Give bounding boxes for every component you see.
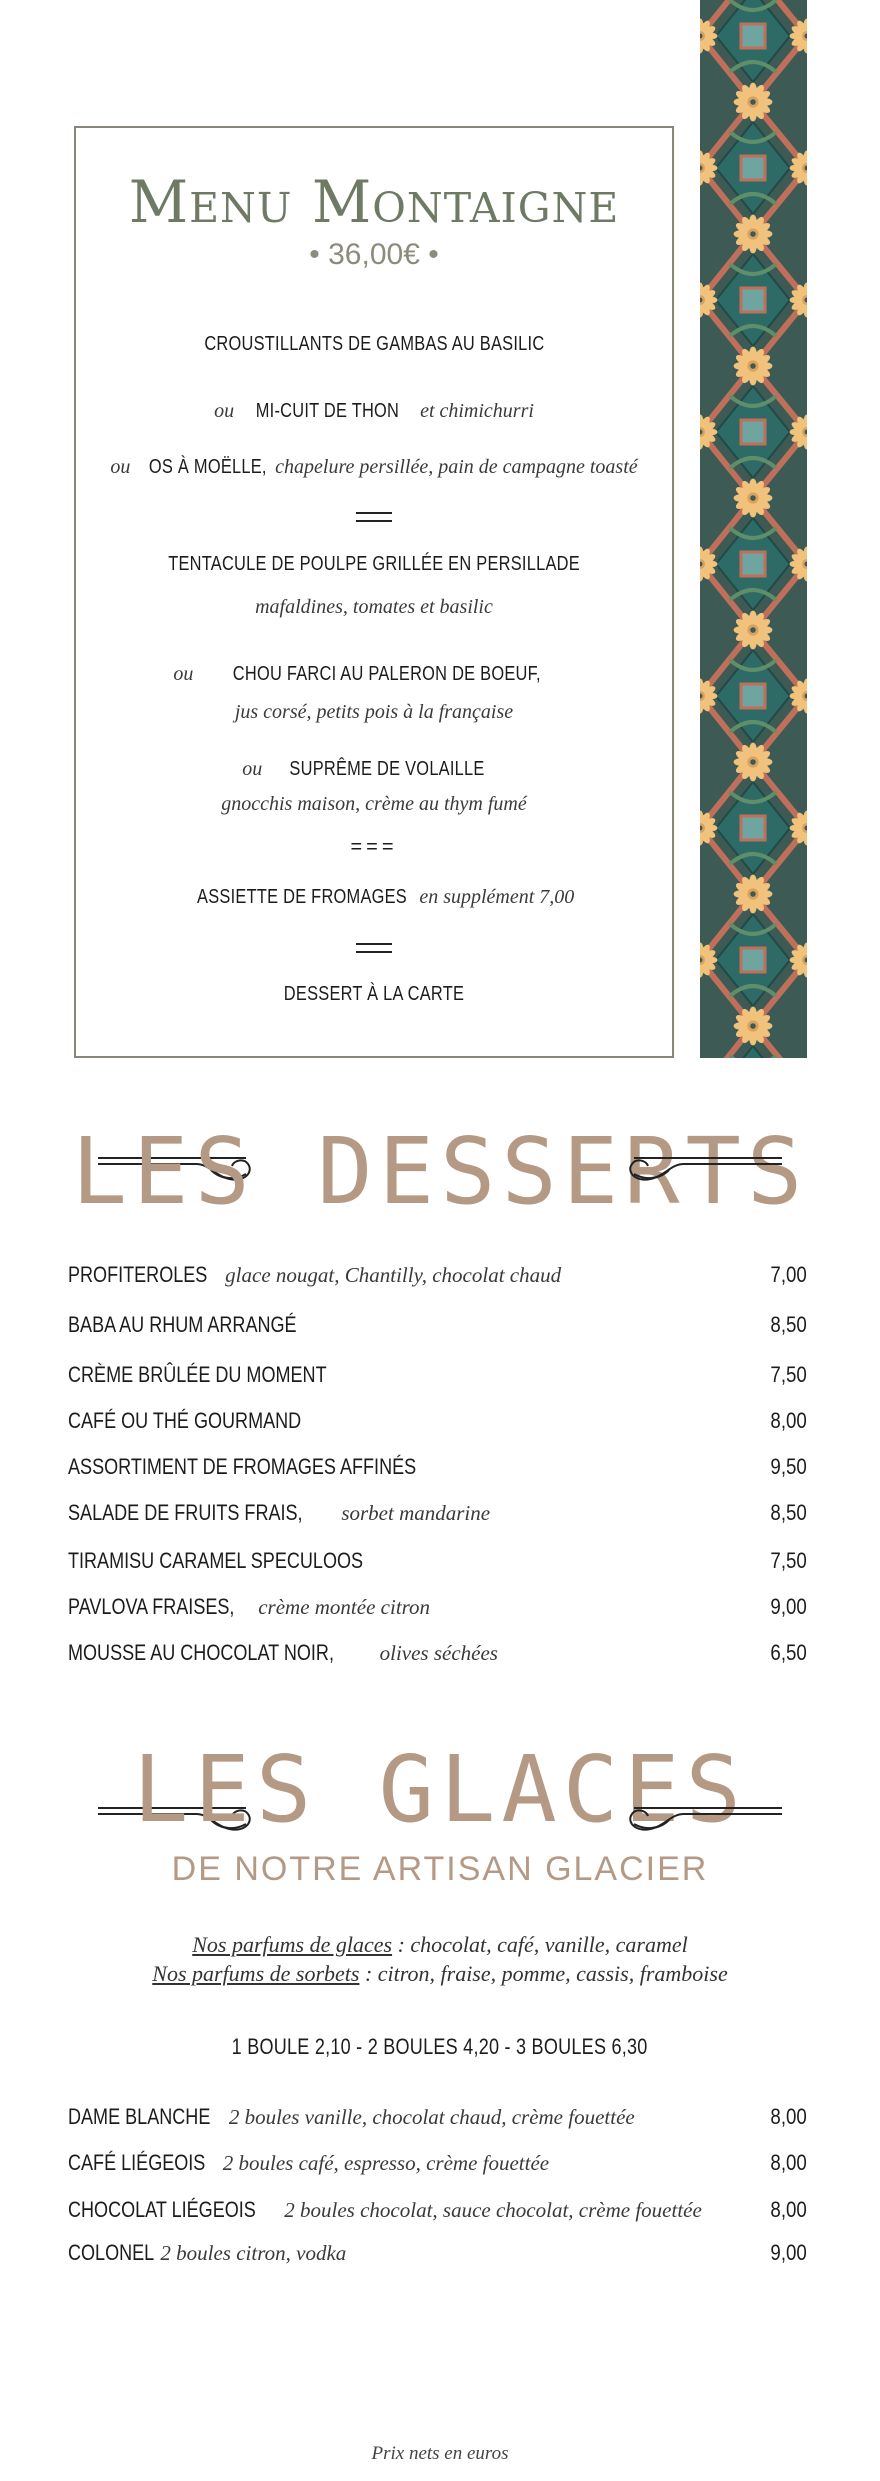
dessert-item-label bbox=[68, 1262, 561, 1288]
main-2-name: CHOU FARCI AU PALERON DE BOEUF, bbox=[232, 663, 541, 685]
dessert-item-name: SALADE DE FRUITS FRAIS, bbox=[68, 1500, 303, 1525]
boules-pricing bbox=[0, 2034, 880, 2060]
main-3-desc-text: gnocchis maison, crème au thym fumé bbox=[221, 793, 527, 815]
dessert-item-price: 7,50 bbox=[770, 1362, 807, 1387]
glace-item-name: COLONEL bbox=[68, 2240, 155, 2265]
menu-montaigne-box bbox=[74, 126, 674, 1058]
dessert-item bbox=[68, 1312, 807, 1344]
glaces-title: LES GLACES bbox=[133, 1736, 747, 1843]
dessert-item bbox=[68, 1262, 807, 1294]
dessert-item bbox=[68, 1454, 807, 1486]
glace-item-label bbox=[68, 2240, 346, 2266]
dessert-item bbox=[68, 1640, 807, 1672]
boules-pricing-text: 1 BOULE 2,10 - 2 BOULES 4,20 - 3 BOULES 6,30 bbox=[232, 2034, 648, 2059]
dessert-item-price: 9,00 bbox=[770, 1594, 807, 1619]
dessert-item-label bbox=[68, 1640, 498, 1666]
dessert-item-name: BABA AU RHUM ARRANGÉ bbox=[68, 1312, 297, 1337]
starter-1-name: CROUSTILLANTS DE GAMBAS AU BASILIC bbox=[203, 333, 545, 355]
dessert-item-name: PAVLOVA FRAISES, bbox=[68, 1594, 235, 1619]
glace-item-desc: 2 boules café, espresso, crème fouettée bbox=[217, 2151, 550, 2175]
starter-3-name: OS À MOËLLE, bbox=[148, 456, 267, 478]
dessert-item-label bbox=[68, 1362, 365, 1388]
separator bbox=[356, 943, 392, 953]
glace-item-label bbox=[68, 2104, 635, 2130]
triple-separator: === bbox=[350, 836, 398, 858]
dessert-line bbox=[76, 983, 672, 1006]
dessert-item-name: TIRAMISU CARAMEL SPECULOOS bbox=[68, 1548, 364, 1573]
sorbets-flavors-list: : citron, fraise, pomme, cassis, framboise bbox=[359, 1961, 728, 1986]
menu-title: Menu Montaigne bbox=[128, 168, 620, 236]
dessert-item bbox=[68, 1594, 807, 1626]
dessert-item-price: 7,50 bbox=[770, 1548, 807, 1573]
sorbets-flavors bbox=[0, 1961, 880, 1987]
ornamental-swirl-right-icon bbox=[624, 1150, 784, 1196]
dessert-item-price: 8,50 bbox=[770, 1500, 807, 1525]
dessert-item-name: CRÈME BRÛLÉE DU MOMENT bbox=[68, 1362, 327, 1387]
floral-pattern-strip bbox=[700, 0, 807, 1058]
glace-item bbox=[68, 2197, 807, 2229]
starter-2-name: MI-CUIT DE THON bbox=[255, 400, 399, 422]
or-label: ou bbox=[242, 758, 263, 780]
glace-item-price: 9,00 bbox=[770, 2240, 807, 2265]
dessert-item-label bbox=[68, 1408, 334, 1434]
glace-item-desc: 2 boules vanille, chocolat chaud, crème fouettée bbox=[223, 2105, 635, 2129]
main-2-desc bbox=[76, 701, 672, 724]
dessert-item bbox=[68, 1362, 807, 1394]
dessert-item-price: 7,00 bbox=[770, 1262, 807, 1287]
glace-item bbox=[68, 2150, 807, 2182]
dessert-item-label bbox=[68, 1500, 490, 1526]
glaces-flavors-label: Nos parfums de glaces bbox=[192, 1932, 393, 1957]
dessert-item-label bbox=[68, 1454, 475, 1480]
glace-item bbox=[68, 2104, 807, 2136]
dessert-item-label bbox=[68, 1594, 430, 1620]
footer-note: Prix nets en euros bbox=[371, 2443, 509, 2464]
main-1-desc-text: mafaldines, tomates et basilic bbox=[255, 596, 493, 618]
glaces-flavors bbox=[0, 1932, 880, 1958]
separator bbox=[356, 512, 392, 522]
glaces-subtitle: DE NOTRE ARTISAN GLACIER bbox=[171, 1850, 709, 1888]
main-3-desc bbox=[76, 793, 672, 816]
dessert-item-label bbox=[68, 1548, 410, 1574]
main-1 bbox=[76, 553, 672, 576]
glace-item-name: CHOCOLAT LIÉGEOIS bbox=[68, 2197, 256, 2222]
dessert-item-desc: glace nougat, Chantilly, chocolat chaud bbox=[219, 1263, 562, 1287]
glace-item-price: 8,00 bbox=[770, 2197, 807, 2222]
glace-item-desc: 2 boules chocolat, sauce chocolat, crème fouettée bbox=[279, 2198, 702, 2222]
dessert-item-name: CAFÉ OU THÉ GOURMAND bbox=[68, 1408, 302, 1433]
dessert-item-label bbox=[68, 1312, 329, 1338]
desserts-title: LES DESSERTS bbox=[71, 1118, 809, 1225]
dessert-item bbox=[68, 1408, 807, 1440]
main-2-desc-text: jus corsé, petits pois à la française bbox=[234, 701, 514, 723]
floral-tile-pattern-icon bbox=[700, 0, 807, 1058]
cheese-name: ASSIETTE DE FROMAGES bbox=[196, 886, 407, 908]
glaces-flavors-list: : chocolat, café, vanille, caramel bbox=[392, 1932, 688, 1957]
dessert-line-text: DESSERT À LA CARTE bbox=[283, 983, 465, 1005]
sorbets-flavors-label: Nos parfums de sorbets bbox=[152, 1961, 360, 1986]
glace-item-price: 8,00 bbox=[770, 2104, 807, 2129]
glace-item bbox=[68, 2240, 807, 2272]
glace-item-label bbox=[68, 2197, 702, 2223]
dessert-item-price: 6,50 bbox=[770, 1640, 807, 1665]
glace-item-price: 8,00 bbox=[770, 2150, 807, 2175]
dessert-item bbox=[68, 1548, 807, 1580]
dessert-item-desc: olives séchées bbox=[374, 1641, 498, 1665]
starter-2-desc: et chimichurri bbox=[420, 400, 534, 422]
dessert-item-name: PROFITEROLES bbox=[68, 1262, 208, 1287]
dessert-item-desc: crème montée citron bbox=[252, 1595, 431, 1619]
or-label: ou bbox=[214, 400, 235, 422]
dessert-item-name: MOUSSE AU CHOCOLAT NOIR, bbox=[68, 1640, 334, 1665]
dessert-item-price: 8,00 bbox=[770, 1408, 807, 1433]
dessert-item-desc: sorbet mandarine bbox=[336, 1501, 491, 1525]
starter-3 bbox=[76, 456, 672, 479]
menu-price: • 36,00€ • bbox=[309, 238, 439, 271]
cheese-desc: en supplément 7,00 bbox=[419, 886, 575, 908]
glace-item-name: DAME BLANCHE bbox=[68, 2104, 211, 2129]
starter-1 bbox=[76, 333, 672, 356]
main-2 bbox=[76, 663, 672, 686]
dessert-item-name: ASSORTIMENT DE FROMAGES AFFINÉS bbox=[68, 1454, 417, 1479]
cheese-line bbox=[76, 886, 672, 909]
glace-item-desc: 2 boules citron, vodka bbox=[155, 2241, 347, 2265]
dessert-item bbox=[68, 1500, 807, 1532]
dessert-item-price: 8,50 bbox=[770, 1312, 807, 1337]
starter-3-desc: chapelure persillée, pain de campagne toasté bbox=[275, 456, 638, 478]
main-3-name: SUPRÊME DE VOLAILLE bbox=[289, 758, 485, 780]
main-3 bbox=[76, 758, 672, 781]
ornamental-swirl-right-icon bbox=[624, 1800, 784, 1846]
glace-item-label bbox=[68, 2150, 549, 2176]
or-label: ou bbox=[110, 456, 131, 478]
main-1-desc bbox=[76, 596, 672, 619]
main-1-name: TENTACULE DE POULPE GRILLÉE EN PERSILLADE bbox=[168, 553, 580, 575]
starter-2 bbox=[76, 400, 672, 423]
dessert-item-price: 9,50 bbox=[770, 1454, 807, 1479]
or-label: ou bbox=[173, 663, 194, 685]
glace-item-name: CAFÉ LIÉGEOIS bbox=[68, 2150, 206, 2175]
